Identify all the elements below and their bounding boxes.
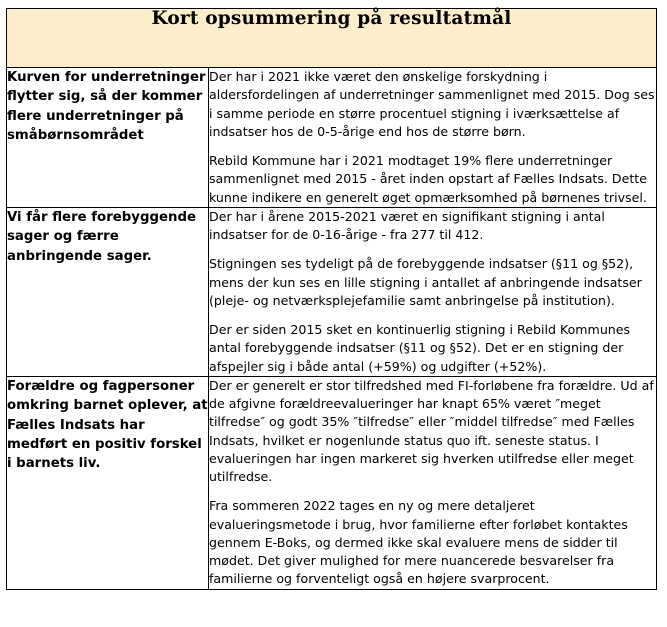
summary-table bbox=[6, 8, 657, 590]
paragraph: Stigningen ses tydeligt på de forebyggende indsatser (§11 og §52), mens der kun ses en lille stigning i antallet af anbringende indsatser (pleje- og netværksplejefamilie samt anbringelse på institution). bbox=[209, 256, 642, 308]
description-cell-3 bbox=[209, 376, 657, 589]
paragraph: Der er generelt er stor tilfredshed med FI-forløbene fra forældre. Ud af de afgivne forældreevalueringer har knapt 65% været ″meget tilfredse″ og godt 35% ″tilfredse″ eller ″middel tilfredse″ med Fælles Indsats, hvilket er nogenlunde status quo ift. seneste status. I evalueringen har ingen markeret sig hverken utilfredse eller meget utilfredse. bbox=[209, 377, 654, 484]
paragraph: Der har i årene 2015-2021 været en signifikant stigning i antal indsatser for de 0-16-årige - fra 277 til 412. bbox=[209, 208, 605, 242]
goal-text: Forældre og fagpersoner omkring barnet oplever, at Fælles Indsats har medført en positiv forskel i barnets liv. bbox=[7, 378, 208, 472]
goal-text: Kurven for underretninger flytter sig, så der kommer flere underretninger på småbørnsområdet bbox=[7, 70, 206, 144]
paragraph: Der er siden 2015 sket en kontinuerlig stigning i Rebild Kommunes antal forebyggende indsatser (§11 og §52). Det er en stigning der afspejler sig i både antal (+59%) og udgifter (+52%). bbox=[209, 322, 631, 374]
page-title: Kort opsummering på resultatmål bbox=[151, 8, 512, 29]
goal-text: Vi får flere forebyggende sager og færre anbringende sager. bbox=[7, 209, 197, 264]
table-row bbox=[7, 376, 657, 589]
table-row bbox=[7, 68, 657, 208]
description-cell-2 bbox=[209, 207, 657, 376]
table-row bbox=[7, 207, 657, 376]
description-cell-1 bbox=[209, 68, 657, 208]
paragraph: Der har i 2021 ikke været den ønskelige forskydning i aldersfordelingen af underretninger sammenlignet med 2015. Dog ses i samme periode en større procentuel stigning i iværksættelse af indsatser hos de 0-5-årige end hos de større børn. bbox=[209, 69, 655, 139]
paragraph: Rebild Kommune har i 2021 modtaget 19% flere underretninger sammenlignet med 2015 - året inden opstart af Fælles Indsats. Dette kunne indikere en generelt øget opmærksomhed på børnenes trivsel. bbox=[209, 153, 647, 205]
paragraph: Fra sommeren 2022 tages en ny og mere detaljeret evalueringsmetode i brug, hvor familierne efter forløbet kontaktes gennem E-Boks, og dermed ikke skal evaluere mens de sidder til mødet. Det giver mulighed for mere nuancerede besvarelser fra familierne og forventeligt også en højere svarprocent. bbox=[209, 498, 628, 587]
goal-cell-2 bbox=[7, 207, 209, 376]
table-header-row bbox=[7, 9, 657, 68]
goal-cell-1 bbox=[7, 68, 209, 208]
table-header-cell bbox=[7, 9, 657, 68]
goal-cell-3 bbox=[7, 376, 209, 589]
